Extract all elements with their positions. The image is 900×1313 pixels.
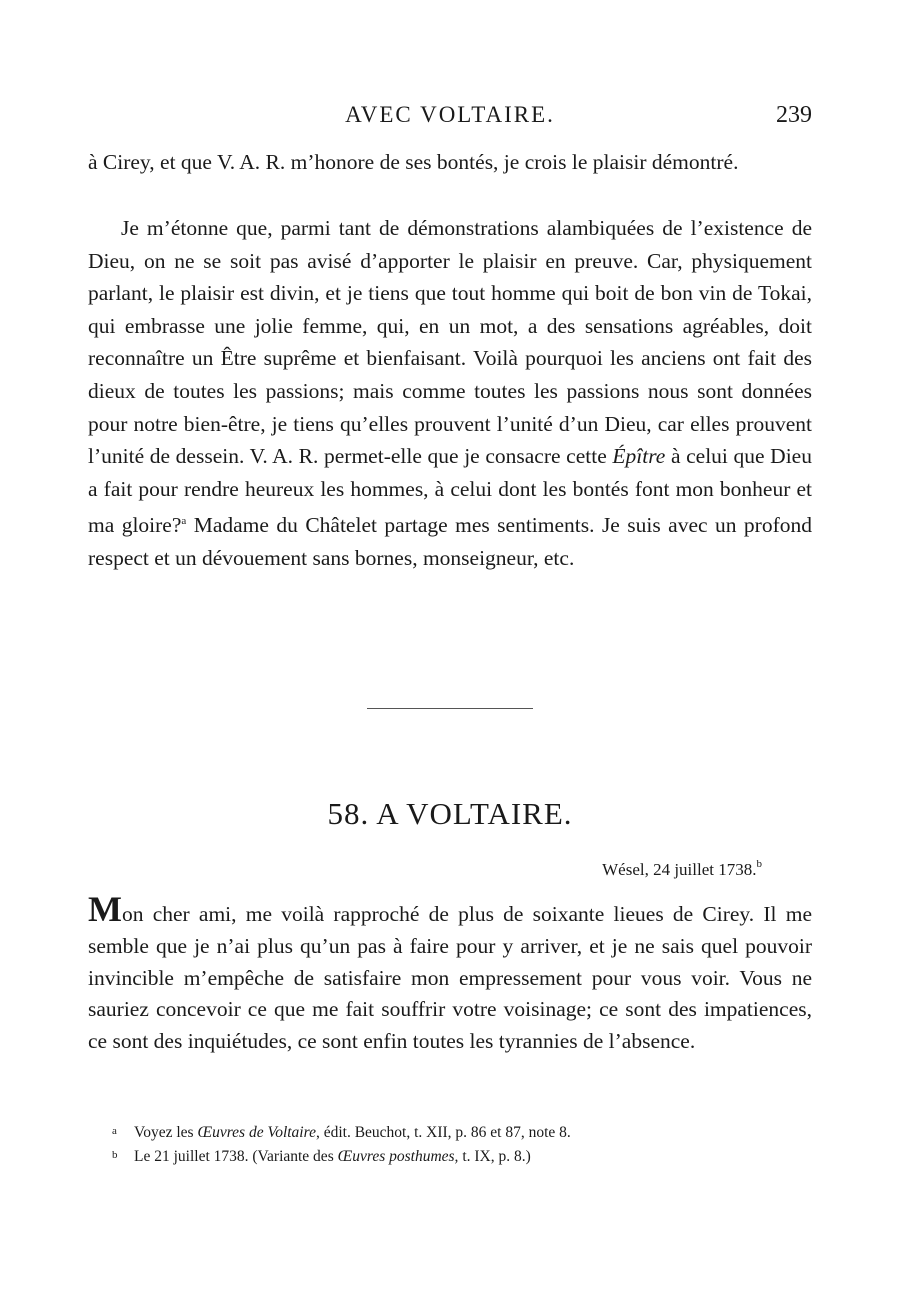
footnote-b-italic: Œuvres posthumes, (337, 1148, 459, 1165)
footnote-a (112, 1120, 812, 1144)
running-head-title: AVEC VOLTAIRE. (345, 102, 555, 127)
letter-body-text: on cher ami, me voilà rapproché de plus de soixante lieues de Cirey. Il me semble que je n’ai plus qu’un pas à faire pour y arriver, et je ne sais quel pouvoir invincible m’empêche de satisfaire mon empressement pour vous voir. Vous ne sauriez concevoir ce que me fait souffrir votre voisinage; ce sont des impatiences, ce sont des inquiétudes, ce sont enfin toutes les tyrannies de l’absence. (88, 902, 812, 1054)
footnote-a-text-pre: Voyez les (134, 1124, 198, 1141)
paragraph-text-part3: Madame du Châtelet partage mes sentiments. Je suis avec un profond respect et un dévouement sans bornes, monseigneur, etc. (88, 513, 812, 570)
footnote-b (112, 1144, 812, 1168)
footnote-b-text-post: t. IX, p. 8.) (458, 1148, 531, 1165)
drop-cap: M (88, 889, 122, 929)
running-head (88, 102, 812, 136)
footnote-a-text-post: , édit. Beuchot, t. XII, p. 86 et 87, note 8. (315, 1124, 571, 1141)
footnote-ref-b[interactable]: b (756, 858, 762, 870)
paragraph-continuation: à Cirey, et que V. A. R. m’honore de ses bontés, je crois le plaisir démontré. (88, 150, 739, 174)
footnote-b-text-pre: Le 21 juillet 1738. (Variante des (134, 1148, 338, 1165)
dateline-text: Wésel, 24 juillet 1738. (602, 860, 757, 879)
page-number: 239 (776, 102, 812, 128)
footnote-ref-a[interactable]: a (181, 515, 187, 528)
footnote-a-mark: a (112, 1125, 117, 1137)
footnotes (112, 1120, 812, 1168)
epitre-title: Épître (612, 444, 666, 469)
section-divider (367, 708, 533, 709)
letter-body (88, 889, 812, 1058)
paragraph-text-part1: Je m’étonne que, parmi tant de démonstrations alambiquées de l’existence de Dieu, on ne se soit pas avisé d’apporter le plaisir en preuve. Car, physiquement parlant, le plaisir est divin, et je tiens que tout homme qui boit de bon vin de Tokai, qui embrasse une jolie femme, qui, en un mot, a des sensations agréables, doit reconnaître un Être suprême et bienfaisant. Voilà pourquoi les anciens ont fait des dieux de toutes les passions; mais comme toutes les passions nous sont données pour notre bien-être, je tiens qu’elles prouvent l’unité d’un Dieu, car elles prouvent l’unité de dessein. V. A. R. permet-elle que je consacre cette (88, 216, 812, 469)
letter-heading: 58. A VOLTAIRE. (327, 796, 573, 831)
paragraph-text-part2: à celui que Dieu a fait pour rendre heureux les hommes, à celui dont les bontés font mon bonheur et ma gloire? (88, 444, 812, 538)
letter-dateline (602, 858, 762, 880)
paragraph-letter-body (88, 212, 812, 575)
footnote-b-mark: b (112, 1149, 118, 1161)
footnote-a-italic: Œuvres de Voltaire (197, 1124, 316, 1141)
